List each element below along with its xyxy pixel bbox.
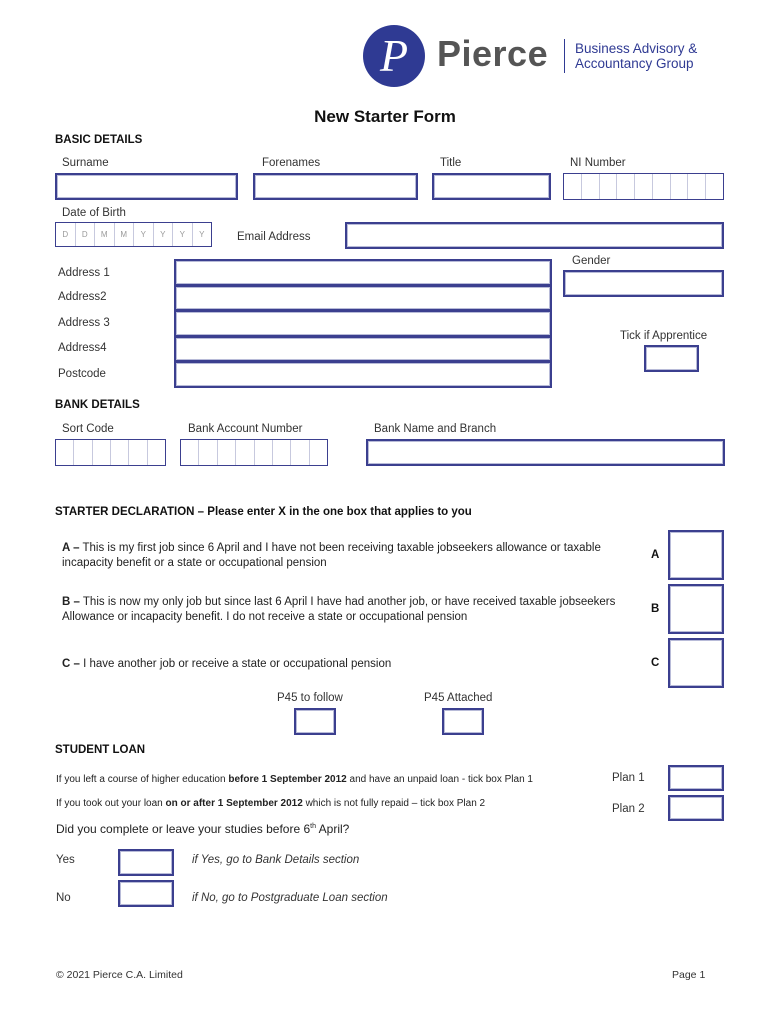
declaration-b-body: This is now my only job but since last 6 April I have had another job, or have received taxable jobseekers Allowance or incapacity benefit. I do not receive a state or occupational pension	[62, 596, 616, 623]
logo-tagline-line1: Business Advisory &	[575, 41, 698, 56]
address2-field[interactable]	[174, 285, 552, 311]
postcode-field[interactable]	[174, 361, 552, 388]
bank-name-label: Bank Name and Branch	[374, 423, 497, 435]
logo	[363, 25, 708, 87]
sort-code-label: Sort Code	[62, 423, 114, 435]
declaration-c-text	[62, 657, 637, 672]
plan1-checkbox[interactable]	[668, 765, 724, 791]
plan1-text-pre: If you left a course of higher education	[56, 774, 229, 785]
declaration-a-text	[62, 541, 637, 571]
ni-cell[interactable]	[600, 174, 618, 199]
dob-cell[interactable]: M	[115, 223, 135, 246]
declaration-c-letter: C	[651, 657, 660, 669]
account-cell[interactable]	[310, 440, 327, 465]
dob-field[interactable]	[55, 222, 212, 247]
account-number-field[interactable]	[180, 439, 328, 466]
plan1-text-bold: before 1 September 2012	[228, 774, 347, 785]
logo-divider	[564, 39, 565, 73]
account-cell[interactable]	[273, 440, 291, 465]
plan2-text-post: which is not fully repaid – tick box Plan 2	[302, 798, 486, 809]
address1-label: Address 1	[58, 267, 110, 279]
plan2-text	[56, 798, 485, 809]
dob-cell[interactable]: Y	[154, 223, 174, 246]
studies-question-post: April?	[315, 822, 350, 836]
p45-attached-label: P45 Attached	[424, 692, 493, 704]
dob-cell[interactable]: D	[76, 223, 96, 246]
sort-code-cell[interactable]	[56, 440, 74, 465]
sort-code-cell[interactable]	[74, 440, 92, 465]
address4-label: Address4	[58, 342, 107, 354]
p45-follow-label: P45 to follow	[277, 692, 343, 704]
ni-cell[interactable]	[706, 174, 723, 199]
logo-tagline-line2: Accountancy Group	[575, 56, 694, 71]
declaration-a-body: This is my first job since 6 April and I have not been receiving taxable jobseekers allowance or taxable incapacity benefit or a state or occupational pension	[62, 542, 601, 569]
account-cell[interactable]	[291, 440, 309, 465]
plan1-label: Plan 1	[612, 772, 645, 784]
ni-number-field[interactable]	[563, 173, 724, 200]
dob-cell[interactable]: M	[95, 223, 115, 246]
dob-cell[interactable]: Y	[134, 223, 154, 246]
title-label: Title	[440, 157, 462, 169]
no-label: No	[56, 892, 71, 904]
bank-name-field[interactable]	[366, 439, 725, 466]
plan1-text-post: and have an unpaid loan - tick box Plan 1	[346, 774, 533, 785]
account-cell[interactable]	[255, 440, 273, 465]
gender-label: Gender	[572, 255, 611, 267]
plan2-text-pre: If you took out your loan	[56, 798, 166, 809]
yes-label: Yes	[56, 854, 75, 866]
yes-hint: if Yes, go to Bank Details section	[192, 854, 360, 866]
plan2-checkbox[interactable]	[668, 795, 724, 821]
address3-label: Address 3	[58, 317, 110, 329]
apprentice-label: Tick if Apprentice	[620, 330, 708, 342]
plan2-label: Plan 2	[612, 803, 645, 815]
account-cell[interactable]	[218, 440, 236, 465]
logo-mark-icon: P	[363, 25, 425, 87]
basic-details-heading: BASIC DETAILS	[55, 134, 143, 146]
title-field[interactable]	[432, 173, 551, 200]
postcode-label: Postcode	[58, 368, 106, 380]
sort-code-cell[interactable]	[148, 440, 165, 465]
declaration-c-checkbox[interactable]	[668, 638, 724, 688]
dob-cell[interactable]: Y	[173, 223, 193, 246]
student-loan-heading: STUDENT LOAN	[55, 744, 146, 756]
form-title: New Starter Form	[314, 107, 456, 126]
ni-number-label: NI Number	[570, 157, 626, 169]
bank-details-heading: BANK DETAILS	[55, 399, 140, 411]
ni-cell[interactable]	[617, 174, 635, 199]
sort-code-cell[interactable]	[93, 440, 111, 465]
forenames-field[interactable]	[253, 173, 418, 200]
logo-name: Pierce	[437, 33, 549, 74]
declaration-heading: STARTER DECLARATION – Please enter X in the one box that applies to you	[55, 506, 472, 518]
studies-question	[56, 822, 349, 836]
declaration-a-prefix: A –	[62, 542, 80, 554]
gender-field[interactable]	[563, 270, 724, 297]
ni-cell[interactable]	[582, 174, 600, 199]
dob-cell[interactable]: D	[56, 223, 76, 246]
plan1-text	[56, 774, 533, 785]
declaration-c-body: I have another job or receive a state or occupational pension	[79, 658, 392, 670]
surname-field[interactable]	[55, 173, 238, 200]
account-cell[interactable]	[236, 440, 254, 465]
email-field[interactable]	[345, 222, 724, 249]
declaration-b-text	[62, 595, 637, 625]
apprentice-checkbox[interactable]	[644, 345, 699, 372]
account-cell[interactable]	[199, 440, 217, 465]
forenames-label: Forenames	[262, 157, 321, 169]
declaration-b-letter: B	[651, 603, 660, 615]
ni-cell[interactable]	[671, 174, 689, 199]
account-cell[interactable]	[181, 440, 199, 465]
p45-attached-checkbox[interactable]	[442, 708, 484, 735]
declaration-b-checkbox[interactable]	[668, 584, 724, 634]
footer-copyright: © 2021 Pierce C.A. Limited	[56, 969, 183, 981]
email-label: Email Address	[237, 231, 311, 243]
plan2-text-bold: on or after 1 September 2012	[165, 798, 303, 809]
declaration-b-prefix: B –	[62, 596, 80, 608]
sort-code-cell[interactable]	[111, 440, 129, 465]
surname-label: Surname	[62, 157, 109, 169]
footer-page-number: Page 1	[672, 969, 706, 981]
yes-checkbox[interactable]	[118, 849, 174, 876]
sort-code-cell[interactable]	[129, 440, 147, 465]
dob-cell[interactable]: Y	[199, 230, 205, 239]
no-checkbox[interactable]	[118, 880, 174, 907]
studies-question-sup: th	[310, 823, 316, 830]
ni-cell[interactable]	[635, 174, 653, 199]
p45-follow-checkbox[interactable]	[294, 708, 336, 735]
ni-cell[interactable]	[564, 174, 582, 199]
ni-cell[interactable]	[653, 174, 671, 199]
sort-code-field[interactable]	[55, 439, 166, 466]
declaration-a-letter: A	[651, 549, 660, 561]
studies-question-pre: Did you complete or leave your studies before 6	[56, 822, 311, 836]
address2-label: Address2	[58, 291, 107, 303]
account-number-label: Bank Account Number	[188, 423, 303, 435]
dob-label: Date of Birth	[62, 207, 126, 219]
address4-field[interactable]	[174, 336, 552, 362]
declaration-c-prefix: C –	[62, 658, 80, 670]
address1-field[interactable]	[174, 259, 552, 286]
ni-cell[interactable]	[688, 174, 706, 199]
no-hint: if No, go to Postgraduate Loan section	[192, 892, 388, 904]
declaration-a-checkbox[interactable]	[668, 530, 724, 580]
address3-field[interactable]	[174, 310, 552, 337]
